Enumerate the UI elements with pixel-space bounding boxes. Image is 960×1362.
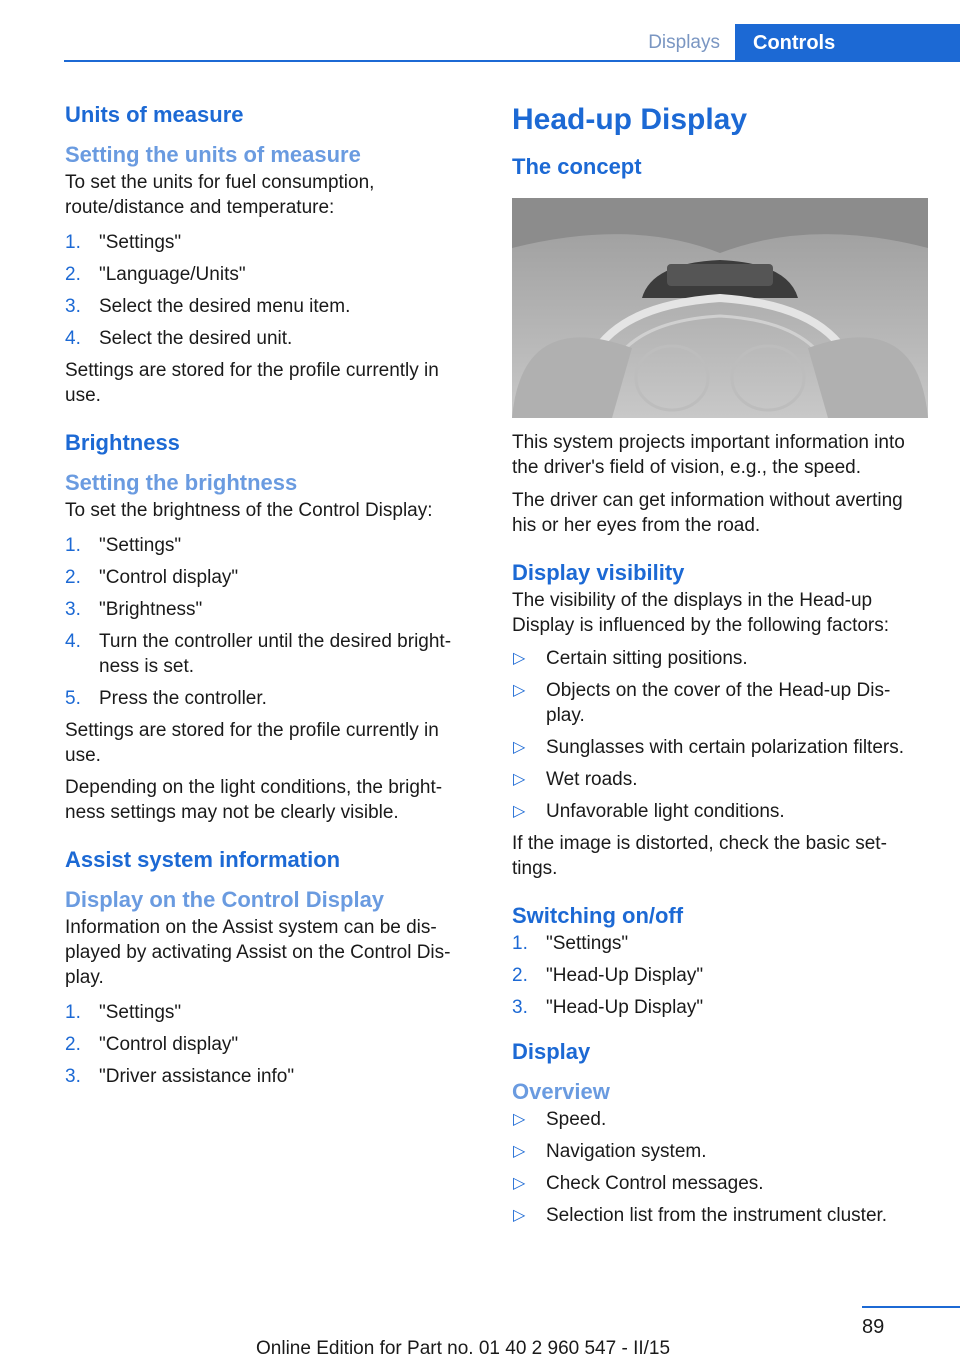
list-item: 2. "Language/Units" (65, 264, 246, 285)
brightness-steps-list (65, 533, 477, 711)
list-item: 4. Turn the controller until the desired bright-ness is set. (65, 631, 452, 677)
assist-steps-list (65, 1000, 477, 1089)
triangle-bullet-icon: ▷ (513, 1111, 526, 1128)
triangle-bullet-icon: ▷ (513, 682, 526, 699)
list-item: ▷ Navigation system. (513, 1141, 707, 1162)
switching-steps-list (512, 931, 928, 1020)
page-number: 89 (862, 1316, 885, 1338)
list-item: 1. "Settings" (65, 535, 182, 556)
header-chapter-tab: Controls (735, 24, 960, 62)
edition-footer: Online Edition for Part no. 01 40 2 960 547 - II/15 (256, 1338, 671, 1359)
list-item: ▷ Wet roads. (513, 769, 638, 790)
overview-subheading: Overview (512, 1079, 610, 1104)
list-item: ▷ Check Control messages. (513, 1173, 764, 1194)
list-item: 1. "Settings" (65, 1002, 182, 1023)
assist-heading: Assist system information (65, 847, 341, 872)
triangle-bullet-icon: ▷ (513, 739, 526, 756)
right-column (512, 100, 928, 1235)
triangle-bullet-icon: ▷ (513, 1207, 526, 1224)
concept-paragraph-1: This system projects important information into the driver's field of vision, e.g., the speed. (512, 432, 905, 478)
visibility-heading: Display visibility (512, 560, 685, 585)
units-steps-list (65, 230, 477, 351)
units-note: Settings are stored for the profile currently in use. (65, 360, 439, 406)
concept-paragraph-2: The driver can get information without averting his or her eyes from the road. (512, 490, 903, 536)
units-subheading: Setting the units of measure (65, 142, 361, 167)
assist-intro: Information on the Assist system can be dis-played by activating Assist on the Control Dis-play. (65, 917, 451, 988)
list-item: 5. Press the controller. (65, 688, 267, 709)
visibility-intro: The visibility of the displays in the Head-up Display is influenced by the following factors: (512, 590, 890, 636)
list-item: ▷ Objects on the cover of the Head-up Dis-play. (513, 680, 891, 726)
list-item: ▷ Certain sitting positions. (513, 648, 748, 669)
footer-rule (862, 1306, 960, 1308)
hud-heading: Head-up Display (512, 103, 748, 136)
list-item: 3. "Driver assistance info" (65, 1066, 295, 1087)
list-item: 2. "Head-Up Display" (512, 965, 704, 986)
list-item: ▷ Selection list from the instrument cluster. (513, 1205, 888, 1226)
list-item: 3. Select the desired menu item. (65, 296, 351, 317)
assist-subheading: Display on the Control Display (65, 887, 385, 912)
overview-list (512, 1107, 928, 1228)
brightness-subheading: Setting the brightness (65, 470, 298, 495)
list-item: 3. "Brightness" (65, 599, 203, 620)
list-item: ▷ Unfavorable light conditions. (513, 801, 785, 822)
brightness-heading: Brightness (65, 430, 180, 455)
list-item: ▷ Speed. (513, 1109, 607, 1130)
list-item: 3. "Head-Up Display" (512, 997, 704, 1018)
header-rule (64, 60, 960, 62)
concept-heading: The concept (512, 154, 642, 179)
triangle-bullet-icon: ▷ (513, 1143, 526, 1160)
header-section-label: Displays (648, 32, 720, 53)
list-item: 4. Select the desired unit. (65, 328, 293, 349)
triangle-bullet-icon: ▷ (513, 1175, 526, 1192)
list-item: 2. "Control display" (65, 567, 239, 588)
switching-heading: Switching on/off (512, 903, 684, 928)
head-up-display-illustration (512, 198, 928, 418)
left-column (65, 100, 477, 1096)
units-heading: Units of measure (65, 102, 244, 127)
units-intro: To set the units for fuel consumption, route/distance and temperature: (65, 172, 375, 218)
brightness-note-light: Depending on the light conditions, the bright-ness settings may not be clearly visible. (65, 777, 443, 823)
triangle-bullet-icon: ▷ (513, 803, 526, 820)
list-item: 2. "Control display" (65, 1034, 239, 1055)
list-item: 1. "Settings" (512, 933, 629, 954)
triangle-bullet-icon: ▷ (513, 771, 526, 788)
display-heading: Display (512, 1039, 591, 1064)
brightness-note-profile: Settings are stored for the profile currently in use. (65, 720, 439, 766)
visibility-factors-list (512, 646, 928, 824)
visibility-note: If the image is distorted, check the basic set-tings. (512, 833, 887, 879)
triangle-bullet-icon: ▷ (513, 650, 526, 667)
list-item: ▷ Sunglasses with certain polarization filters. (513, 737, 905, 758)
brightness-intro: To set the brightness of the Control Display: (65, 500, 433, 521)
list-item: 1. "Settings" (65, 232, 182, 253)
